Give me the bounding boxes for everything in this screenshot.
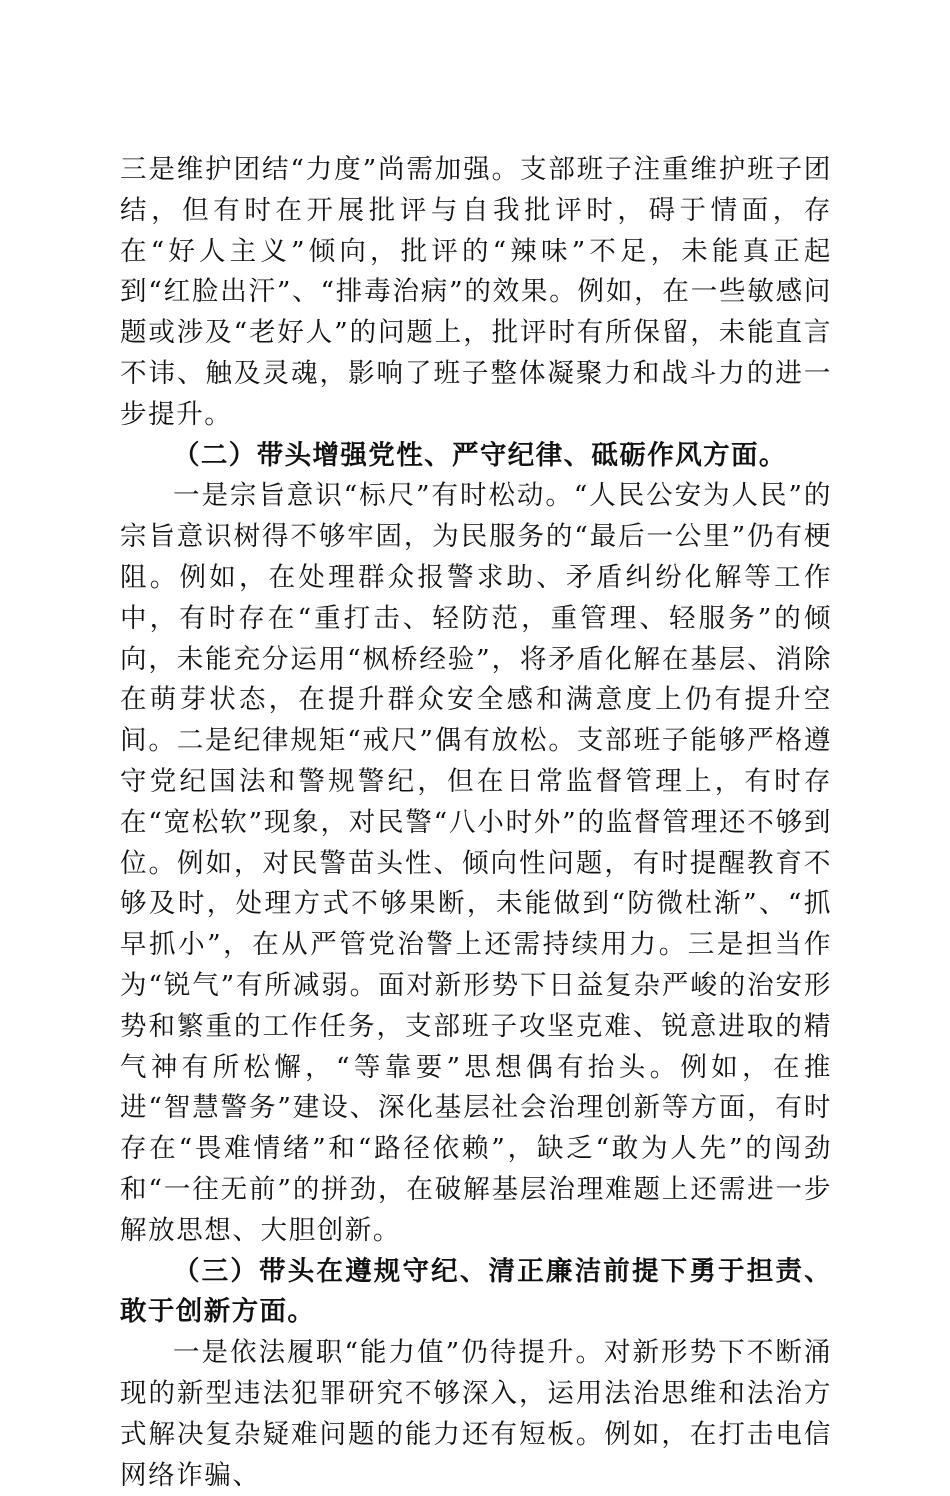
paragraph-unity-strength: 三是维护团结“力度”尚需加强。支部班子注重维护班子团结，但有时在开展批评与自我批评时，碍于情面，存在“好人主义”倾向，批评的“辣味”不足，未能真正起到“红脸出汗”、“排毒治病”的效果。例如，在一些敏感问题或涉及“老好人”的问题上，批评时有所保留，未能直言不讳、触及灵魂，影响了班子整体凝聚力和战斗力的进一步提升。	[120, 154, 832, 430]
paragraph-law-enforcement-ability: 一是依法履职“能力值”仍待提升。对新形势下不断涌现的新型违法犯罪研究不够深入，运用法治思维和法治方式解决复杂疑难问题的能力还有短板。例如，在打击电信网络诈骗、	[120, 1337, 832, 1491]
section-heading-3: （三）带头在遵规守纪、清正廉洁前提下勇于担责、敢于创新方面。	[120, 1255, 832, 1328]
paragraph-purpose-discipline-drive: 一是宗旨意识“标尺”有时松动。“人民公安为人民”的宗旨意识树得不够牢固，为民服务的“最后一公里”仍有梗阻。例如，在处理群众报警求助、矛盾纠纷化解等工作中，有时存在“重打击、轻防范，重管理、轻服务”的倾向，未能充分运用“枫桥经验”，将矛盾化解在基层、消除在萌芽状态，在提升群众安全感和满意度上仍有提升空间。二是纪律规矩“戒尺”偶有放松。支部班子能够严格遵守党纪国法和警规警纪，但在日常监督管理上，有时存在“宽松软”现象，对民警“八小时外”的监督管理还不够到位。例如，对民警苗头性、倾向性问题，有时提醒教育不够及时，处理方式不够果断，未能做到“防微杜渐”、“抓早抓小”，在从严管党治警上还需持续用力。三是担当作为“锐气”有所减弱。面对新形势下日益复杂严峻的治安形势和繁重的工作任务，支部班子攻坚克难、锐意进取的精气神有所松懈，“等靠要”思想偶有抬头。例如，在推进“智慧警务”建设、深化基层社会治理创新等方面，有时存在“畏难情绪”和“路径依赖”，缺乏“敢为人先”的闯劲和“一往无前”的拼劲，在破解基层治理难题上还需进一步解放思想、大胆创新。	[120, 480, 832, 1246]
section-heading-2: （二）带头增强党性、严守纪律、砥砺作风方面。	[173, 439, 787, 471]
document-body	[120, 150, 832, 1496]
